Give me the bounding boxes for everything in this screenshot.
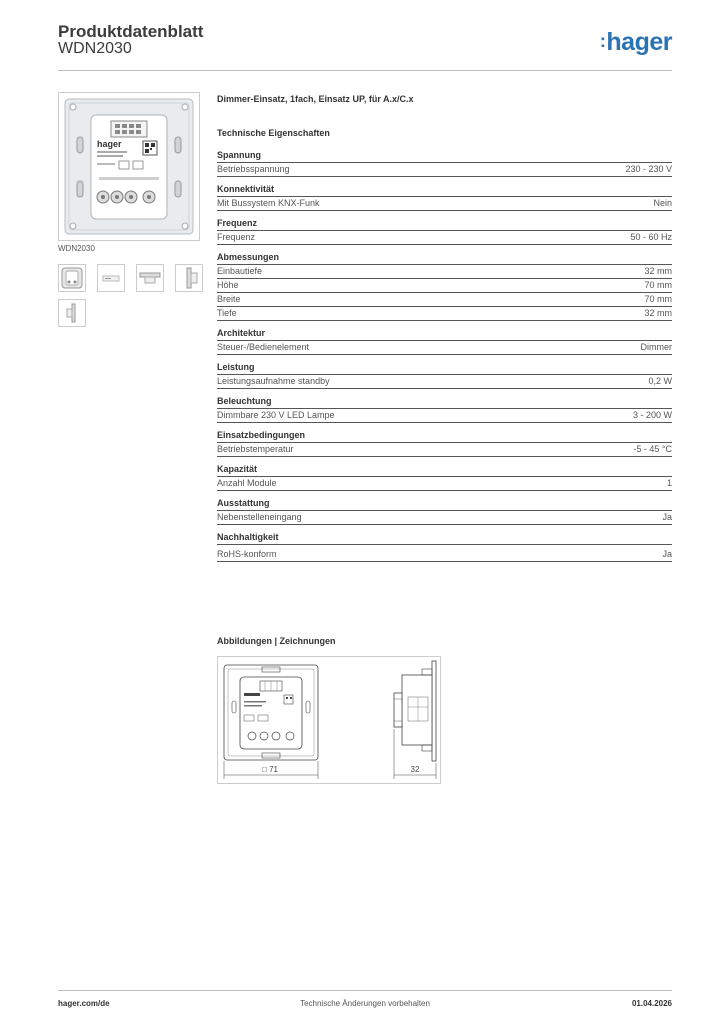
document-subtitle: WDN2030 (58, 40, 132, 57)
spec-label: Einbautiefe (217, 266, 263, 276)
spec-row (217, 548, 672, 562)
thumbnail-side[interactable] (175, 264, 203, 292)
front-dimension-label: □ 71 (262, 765, 278, 774)
spec-group-title: Nachhaltigkeit (217, 530, 672, 545)
spec-value: Dimmer (640, 342, 672, 352)
spec-value: 70 mm (644, 294, 672, 304)
dimmer-front-thumb-icon (59, 265, 85, 291)
spec-value: 32 mm (644, 266, 672, 276)
spec-row (217, 307, 672, 321)
spec-group-frequenz (217, 216, 672, 245)
spec-group-title: Konnektivität (217, 182, 672, 197)
spec-group-title: Frequenz (217, 216, 672, 231)
device-brand-label: hager (97, 139, 122, 149)
spec-label: Nebenstelleneingang (217, 512, 302, 522)
spec-label: Mit Bussystem KNX-Funk (217, 198, 320, 208)
spec-group-title: Beleuchtung (217, 394, 672, 409)
spec-group-abmessungen (217, 250, 672, 321)
spec-group-architektur (217, 326, 672, 355)
spec-label: Leistungsaufnahme standby (217, 376, 330, 386)
drawings-heading: Abbildungen | Zeichnungen (217, 636, 336, 646)
spec-group-title: Architektur (217, 326, 672, 341)
spec-label: Betriebstemperatur (217, 444, 294, 454)
spec-value: 32 mm (644, 308, 672, 318)
thumbnail-side-2[interactable] (58, 299, 86, 327)
product-description: Dimmer-Einsatz, 1fach, Einsatz UP, für A.x/C.x (217, 94, 414, 104)
spec-row (217, 197, 672, 211)
spec-value: 3 - 200 W (632, 410, 672, 420)
thumbnail-front[interactable] (58, 264, 86, 292)
footer-date: 01.04.2026 (631, 999, 672, 1008)
document-header (58, 20, 672, 71)
spec-group-einsatzbedingungen (217, 428, 672, 457)
spec-group-title: Abmessungen (217, 250, 672, 265)
spec-group-title: Leistung (217, 360, 672, 375)
spec-value: 50 - 60 Hz (630, 232, 672, 242)
spec-group-beleuchtung (217, 394, 672, 423)
side-dimension-label: 32 (410, 765, 420, 774)
hager-logo (600, 28, 672, 57)
dimmer-side-thumb-2-icon (59, 300, 85, 326)
spec-group-title: Spannung (217, 148, 672, 163)
spec-label: Tiefe (217, 308, 237, 318)
spec-label: Betriebsspannung (217, 164, 290, 174)
footer-disclaimer: Technische Änderungen vorbehalten (300, 999, 430, 1008)
spec-group-title: Einsatzbedingungen (217, 428, 672, 443)
spec-row (217, 409, 672, 423)
technical-properties-heading: Technische Eigenschaften (217, 128, 330, 138)
image-caption: WDN2030 (58, 244, 95, 253)
spec-row (217, 293, 672, 307)
spec-value: 230 - 230 V (625, 164, 672, 174)
spec-label: Höhe (217, 280, 239, 290)
specification-section (217, 92, 672, 567)
spec-label: Dimmbare 230 V LED Lampe (217, 410, 335, 420)
spec-row (217, 443, 672, 457)
spec-value: 70 mm (644, 280, 672, 290)
spec-group-spannung (217, 148, 672, 177)
spec-row (217, 265, 672, 279)
spec-value: Nein (653, 198, 672, 208)
spec-row (217, 279, 672, 293)
spec-row (217, 477, 672, 491)
document-title: Produktdatenblatt (58, 22, 204, 41)
footer-website-link[interactable]: hager.com/de (58, 999, 110, 1008)
technical-drawing[interactable] (217, 656, 441, 784)
label-thumb-icon (98, 265, 124, 291)
spec-value: 1 (666, 478, 672, 488)
spec-group-title: Kapazität (217, 462, 672, 477)
spec-group-ausstattung (217, 496, 672, 525)
spec-group-konnektivitaet (217, 182, 672, 211)
logo-text: hager (606, 28, 672, 56)
spec-value: -5 - 45 °C (633, 444, 672, 454)
spec-row (217, 511, 672, 525)
dimmer-top-thumb-icon (137, 265, 163, 291)
spec-label: Breite (217, 294, 241, 304)
spec-group-title: Ausstattung (217, 496, 672, 511)
spec-value: 0,2 W (648, 376, 672, 386)
product-image[interactable] (58, 92, 200, 241)
spec-group-leistung (217, 360, 672, 389)
thumbnail-top[interactable] (136, 264, 164, 292)
spec-group-kapazitaet (217, 462, 672, 491)
thumbnail-label[interactable] (97, 264, 125, 292)
spec-row (217, 375, 672, 389)
spec-group-nachhaltigkeit (217, 530, 672, 562)
spec-label: Steuer-/Bedienelement (217, 342, 310, 352)
spec-label: RoHS-konform (217, 549, 277, 559)
logo-dots-icon: : (599, 31, 606, 51)
spec-value: Ja (662, 512, 672, 522)
spec-value: Ja (662, 549, 672, 559)
spec-row (217, 163, 672, 177)
dimmer-insert-illustration (59, 93, 199, 240)
spec-label: Frequenz (217, 232, 256, 242)
dimmer-side-thumb-icon (176, 265, 202, 291)
spec-label: Anzahl Module (217, 478, 277, 488)
spec-row (217, 341, 672, 355)
dimension-drawing (218, 657, 440, 783)
document-footer (58, 990, 672, 1021)
spec-row (217, 231, 672, 245)
